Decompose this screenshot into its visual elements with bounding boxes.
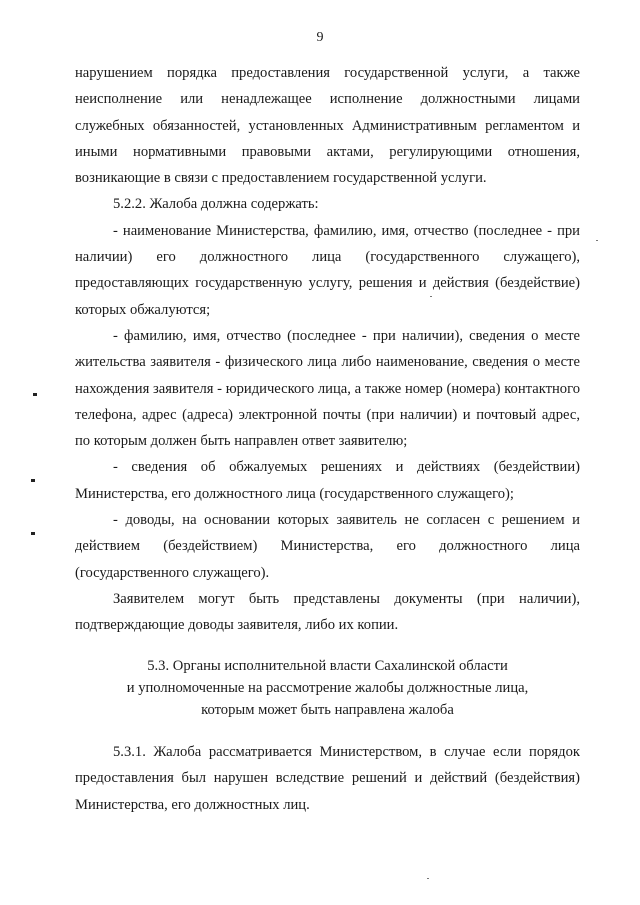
body-text xyxy=(75,60,580,639)
section-heading-line: 5.3. Органы исполнительной власти Сахалинской области xyxy=(147,658,508,674)
paragraph-documents: Заявителем могут быть представлены документы (при наличии), подтверждающие доводы заявителя, либо их копии. xyxy=(75,590,580,634)
list-item-applicant-details: - фамилию, имя, отчество (последнее - при наличии), сведения о месте жительства заявителя - физического лица либо наименование, сведения о месте нахождения заявителя - юридического лица, а также номер (номера) контактного телефона, адрес (адреса) электронной почты (при наличии) и почтовый адрес, по которым должен быть направлен ответ заявителю; xyxy=(75,327,580,450)
paragraph-5-3-1: 5.3.1. Жалоба рассматривается Министерством, в случае если порядок предоставления был нарушен вследствие решений и действий (бездействия) Министерства, его должностных лиц. xyxy=(75,744,580,813)
scan-mark xyxy=(33,393,37,396)
page-number: 9 xyxy=(316,30,324,45)
scan-speck xyxy=(430,296,432,297)
section-5-3-text xyxy=(75,739,580,818)
list-item-ministry-name: - наименование Министерства, фамилию, имя, отчество (последнее - при наличии) его должностного лица (государственного служащего), предоставляющих государственную услугу, решения и действия (бездействие) которых обжалуются; xyxy=(75,222,580,318)
section-heading-5-3 xyxy=(75,655,580,721)
list-item-arguments: - доводы, на основании которых заявитель не согласен с решением и действием (бездействием) Министерства, его должностного лица (государственного служащего). xyxy=(75,512,580,581)
paragraph-continuation: нарушением порядка предоставления государственной услуги, а также неисполнение или ненадлежащее исполнение должностными лицами служебных обязанностей, установленных Административным регламентом и иными нормативными правовыми актами, регулирующими отношения, возникающие в связи с предоставлением государственной услуги. xyxy=(75,65,580,187)
scan-speck xyxy=(596,240,598,241)
section-heading-line: и уполномоченные на рассмотрение жалобы должностные лица, xyxy=(126,680,529,696)
scan-mark xyxy=(31,479,35,482)
scan-mark xyxy=(31,532,35,535)
paragraph-5-2-2: 5.2.2. Жалоба должна содержать: xyxy=(113,196,319,213)
section-heading-line: которым может быть направлена жалоба xyxy=(201,702,454,718)
list-item-appealed-decisions: - сведения об обжалуемых решениях и действиях (бездействии) Министерства, его должностного лица (государственного служащего); xyxy=(75,459,580,502)
scan-speck xyxy=(427,878,429,879)
